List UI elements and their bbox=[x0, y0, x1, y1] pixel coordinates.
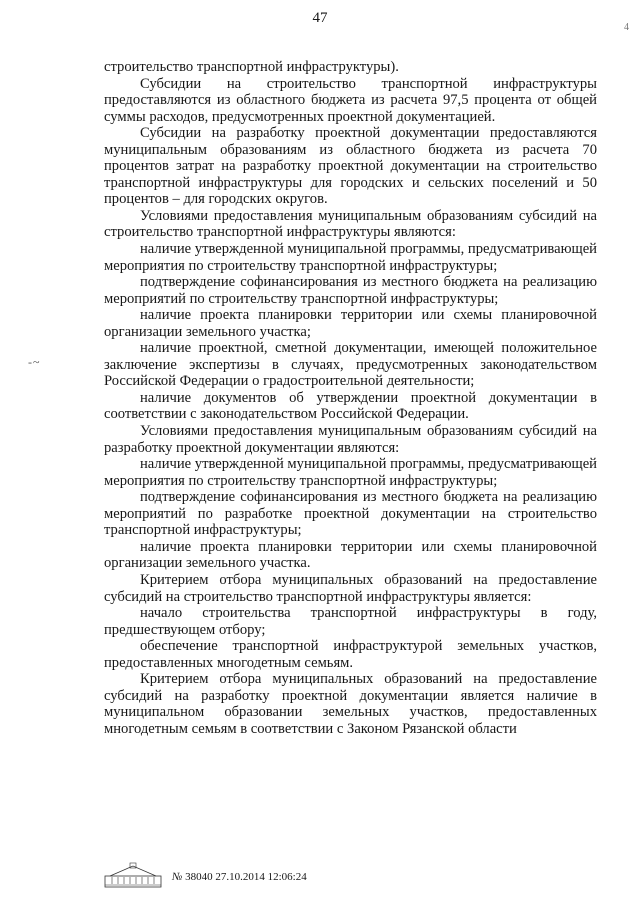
registration-number: 38040 bbox=[185, 871, 213, 883]
registration-line bbox=[172, 871, 307, 883]
paragraph: начало строительства транспортной инфраструктуры в году, предшествующем отбору; bbox=[104, 605, 597, 638]
paragraph: строительство транспортной инфраструктуры). bbox=[104, 59, 399, 75]
paragraph: Условиями предоставления муниципальным образованиям субсидий на разработку проектной документации являются: bbox=[104, 423, 597, 456]
registration-datetime: 27.10.2014 12:06:24 bbox=[215, 871, 307, 883]
margin-mark: - ~ bbox=[28, 355, 39, 369]
paragraph: наличие проекта планировки территории или схемы планировочной организации земельного участка; bbox=[104, 307, 597, 340]
paragraph: обеспечение транспортной инфраструктурой земельных участков, предоставленных многодетным семьям. bbox=[104, 638, 597, 671]
paragraph: Субсидии на строительство транспортной инфраструктуры предоставляются из областного бюджета из расчета 97,5 процента от общей суммы расходов, предусмотренных проектной документацией. bbox=[104, 75, 597, 125]
paragraph: наличие проектной, сметной документации, имеющей положительное заключение экспертизы в случаях, предусмотренных законодательством Российской Федерации о градостроительной деятельности; bbox=[104, 340, 597, 390]
paragraph: наличие документов об утверждении проектной документации в соответствии с законодательством Российской Федерации. bbox=[104, 389, 597, 423]
paragraph: Субсидии на разработку проектной документации предоставляются муниципальным образованиям из областного бюджета из расчета 70 процентов затрат на разработку проектной документации на строительство транспортной инфраструктуры для городских и сельских поселений и 50 процентов – для городских округов. bbox=[104, 125, 597, 208]
number-sign: № bbox=[172, 871, 183, 883]
paragraph: наличие утвержденной муниципальной программы, предусматривающей мероприятия по строительству транспортной инфраструктуры; bbox=[104, 456, 597, 489]
paragraph: подтверждение софинансирования из местного бюджета на реализацию мероприятий по строительству транспортной инфраструктуры; bbox=[104, 274, 597, 307]
page-number: 47 bbox=[312, 10, 328, 26]
building-stamp-icon bbox=[104, 862, 162, 888]
paragraph: Условиями предоставления муниципальным образованиям субсидий на строительство транспортной инфраструктуры являются: bbox=[104, 207, 597, 241]
paragraph: подтверждение софинансирования из местного бюджета на реализацию мероприятий по разработке проектной документации на строительство транспортной инфраструктуры; bbox=[104, 489, 597, 539]
paragraph: наличие проекта планировки территории или схемы планировочной организации земельного участка. bbox=[104, 538, 597, 572]
paragraph: Критерием отбора муниципальных образований на предоставление субсидий на строительство транспортной инфраструктуры является: bbox=[104, 571, 597, 605]
paragraph: Критерием отбора муниципальных образований на предоставление субсидий на разработку проектной документации является наличие в муниципальном образовании земельных участков, предоставленных многодетным семьям в соответствии с Законом Рязанской области bbox=[104, 671, 597, 737]
paragraph: наличие утвержденной муниципальной программы, предусматривающей мероприятия по строительству транспортной инфраструктуры; bbox=[104, 241, 597, 274]
footer bbox=[104, 862, 404, 890]
corner-mark: 4 bbox=[624, 22, 629, 33]
document-body bbox=[104, 59, 597, 737]
